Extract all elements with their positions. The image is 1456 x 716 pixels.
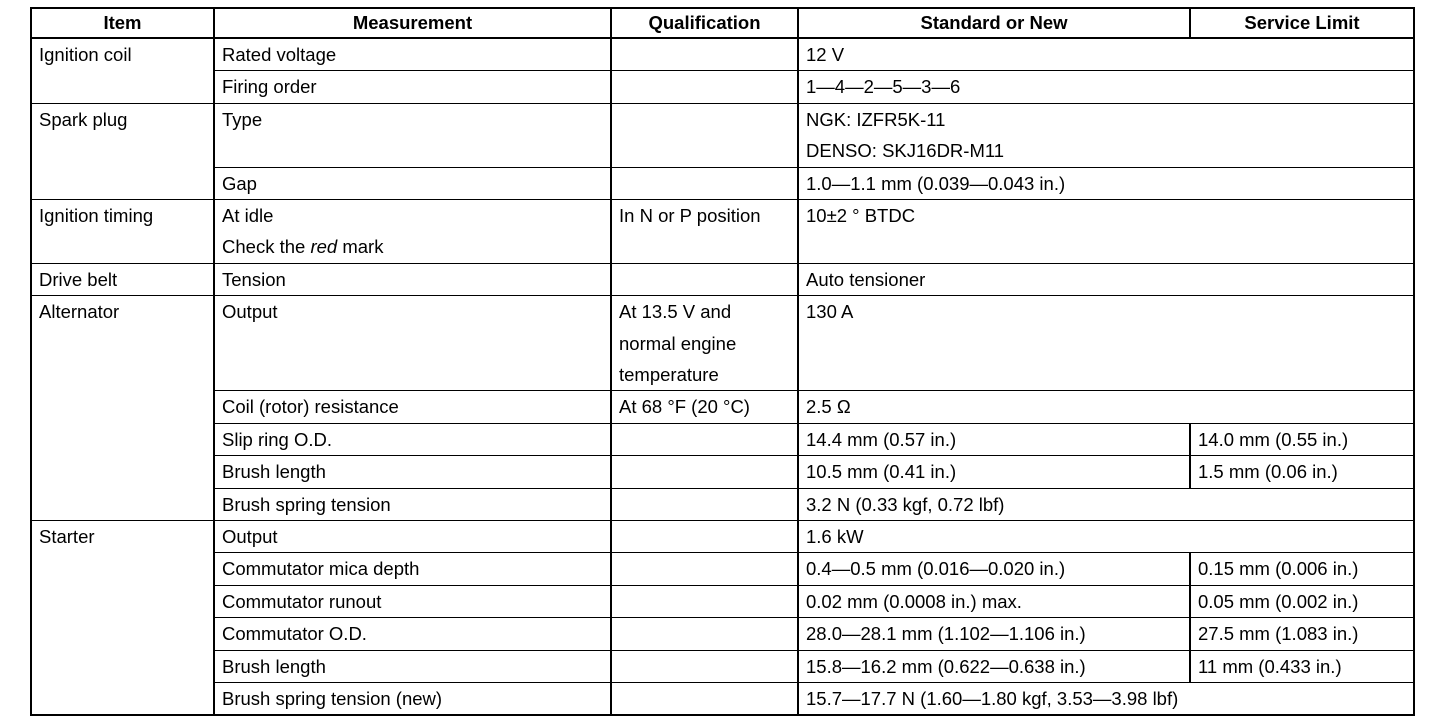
standard-cell: 12 V xyxy=(798,38,1414,71)
qualification-cell xyxy=(611,520,798,552)
qualification-line: At 13.5 V and xyxy=(619,301,732,323)
qualification-cell xyxy=(611,683,798,716)
item-alternator: Alternator xyxy=(31,296,214,521)
standard-cell: 10±2 ° BTDC xyxy=(798,200,1414,264)
standard-cell: 1—4—2—5—3—6 xyxy=(798,71,1414,103)
qualification-cell xyxy=(611,38,798,71)
item-ignition-coil: Ignition coil xyxy=(31,38,214,103)
standard-cell: 1.6 kW xyxy=(798,520,1414,552)
qualification-cell xyxy=(611,618,798,650)
measurement-cell: Output xyxy=(214,520,611,552)
standard-cell: 15.7—17.7 N (1.60—1.80 kgf, 3.53—3.98 lbf) xyxy=(798,683,1414,716)
standard-cell: 2.5 Ω xyxy=(798,391,1414,423)
qualification-cell xyxy=(611,103,798,167)
qualification-cell xyxy=(611,263,798,295)
measurement-cell: Commutator mica depth xyxy=(214,553,611,585)
qualification-cell xyxy=(611,650,798,682)
table-row xyxy=(31,200,1414,264)
measurement-cell: Brush spring tension (new) xyxy=(214,683,611,716)
header-row xyxy=(31,8,1414,38)
measurement-cell xyxy=(214,200,611,264)
measurement-cell: Firing order xyxy=(214,71,611,103)
table-row xyxy=(31,423,1414,455)
qualification-cell xyxy=(611,456,798,488)
measurement-text: Check the xyxy=(222,236,311,258)
qualification-cell xyxy=(611,423,798,455)
item-drive-belt: Drive belt xyxy=(31,263,214,295)
item-ignition-timing: Ignition timing xyxy=(31,200,214,264)
standard-cell: 0.02 mm (0.0008 in.) max. xyxy=(798,585,1190,617)
table-row xyxy=(31,296,1414,391)
standard-cell xyxy=(798,103,1414,167)
table-row xyxy=(31,553,1414,585)
measurement-cell: Coil (rotor) resistance xyxy=(214,391,611,423)
header-item: Item xyxy=(31,8,214,38)
qualification-line: temperature xyxy=(619,363,719,385)
qualification-cell xyxy=(611,71,798,103)
header-standard: Standard or New xyxy=(798,8,1190,38)
table-row xyxy=(31,71,1414,103)
table-row xyxy=(31,167,1414,199)
service-limit-cell: 11 mm (0.433 in.) xyxy=(1190,650,1414,682)
standard-line: DENSO: SKJ16DR-M11 xyxy=(806,140,1005,162)
service-limit-cell: 0.15 mm (0.006 in.) xyxy=(1190,553,1414,585)
standard-cell: 3.2 N (0.33 kgf, 0.72 lbf) xyxy=(798,488,1414,520)
table-row xyxy=(31,38,1414,71)
standard-cell: 0.4—0.5 mm (0.016—0.020 in.) xyxy=(798,553,1190,585)
standard-line: NGK: IZFR5K-11 xyxy=(806,108,946,130)
service-limit-cell: 27.5 mm (1.083 in.) xyxy=(1190,618,1414,650)
table-row xyxy=(31,456,1414,488)
measurement-cell: Output xyxy=(214,296,611,391)
header-qualification: Qualification xyxy=(611,8,798,38)
item-spark-plug: Spark plug xyxy=(31,103,214,199)
service-limit-cell: 14.0 mm (0.55 in.) xyxy=(1190,423,1414,455)
qualification-cell xyxy=(611,296,798,391)
measurement-cell: Gap xyxy=(214,167,611,199)
standard-cell: 28.0—28.1 mm (1.102—1.106 in.) xyxy=(798,618,1190,650)
qualification-cell xyxy=(611,585,798,617)
measurement-cell: Brush length xyxy=(214,456,611,488)
measurement-cell: Slip ring O.D. xyxy=(214,423,611,455)
service-limit-cell: 1.5 mm (0.06 in.) xyxy=(1190,456,1414,488)
table-row xyxy=(31,263,1414,295)
qualification-cell: At 68 °F (20 °C) xyxy=(611,391,798,423)
measurement-cell: Commutator runout xyxy=(214,585,611,617)
table-row xyxy=(31,488,1414,520)
measurement-line xyxy=(222,231,603,262)
qualification-cell xyxy=(611,167,798,199)
measurement-cell: Type xyxy=(214,103,611,167)
standard-cell: 1.0—1.1 mm (0.039—0.043 in.) xyxy=(798,167,1414,199)
measurement-cell: Tension xyxy=(214,263,611,295)
qualification-line: normal engine xyxy=(619,332,737,354)
standard-cell: 15.8—16.2 mm (0.622—0.638 in.) xyxy=(798,650,1190,682)
item-starter: Starter xyxy=(31,520,214,715)
specifications-table xyxy=(30,7,1415,716)
table-row xyxy=(31,391,1414,423)
header-service-limit: Service Limit xyxy=(1190,8,1414,38)
qualification-cell: In N or P position xyxy=(611,200,798,264)
standard-cell: 10.5 mm (0.41 in.) xyxy=(798,456,1190,488)
table-row xyxy=(31,683,1414,716)
table-row xyxy=(31,618,1414,650)
table-row xyxy=(31,650,1414,682)
measurement-line: At idle xyxy=(222,205,274,226)
measurement-text: mark xyxy=(337,236,384,258)
qualification-cell xyxy=(611,488,798,520)
table-row xyxy=(31,103,1414,167)
measurement-cell: Brush length xyxy=(214,650,611,682)
emphasis-text: red xyxy=(310,236,338,258)
measurement-cell: Commutator O.D. xyxy=(214,618,611,650)
table-row xyxy=(31,520,1414,552)
standard-cell: 14.4 mm (0.57 in.) xyxy=(798,423,1190,455)
measurement-cell: Rated voltage xyxy=(214,38,611,71)
measurement-cell: Brush spring tension xyxy=(214,488,611,520)
qualification-cell xyxy=(611,553,798,585)
service-limit-cell: 0.05 mm (0.002 in.) xyxy=(1190,585,1414,617)
standard-cell: Auto tensioner xyxy=(798,263,1414,295)
table-row xyxy=(31,585,1414,617)
header-measurement: Measurement xyxy=(214,8,611,38)
standard-cell: 130 A xyxy=(798,296,1414,391)
